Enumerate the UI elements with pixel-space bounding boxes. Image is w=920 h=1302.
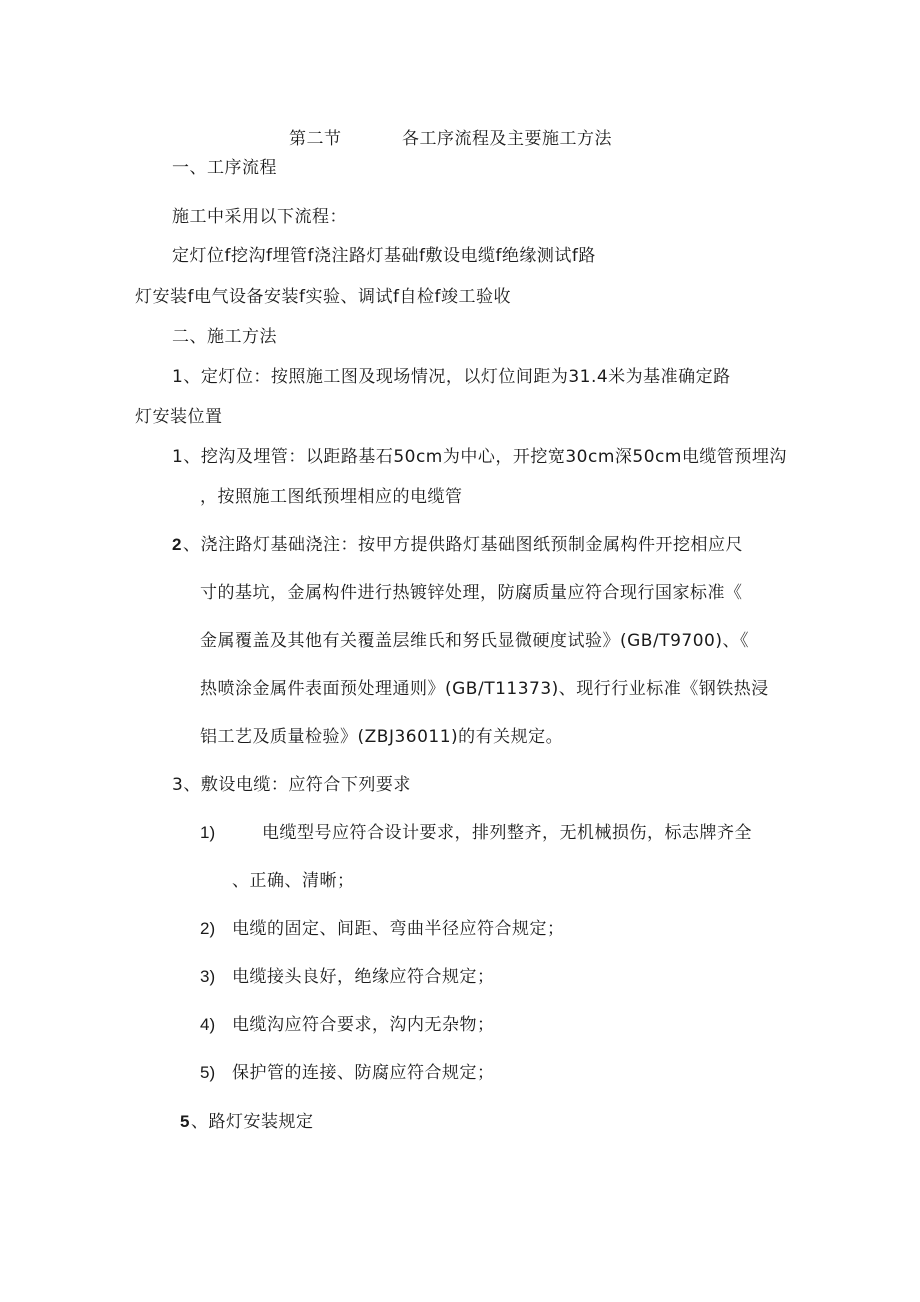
sub-2-number: 2) (200, 919, 216, 938)
item-1-line-2: 灯安装位置 (135, 407, 223, 427)
item-1-line-1: 1、定灯位：按照施工图及现场情况，以灯位间距为31.4米为基准确定路 (172, 367, 731, 387)
item-2-number: 2 (172, 535, 182, 554)
flow-intro: 施工中采用以下流程： (172, 207, 347, 227)
sub-3-number: 3) (200, 967, 216, 986)
sub-2-text: 电缆的固定、间距、弯曲半径应符合规定； (232, 919, 565, 939)
sub-5-number: 5) (200, 1063, 216, 1082)
sub-5-text: 保护管的连接、防腐应符合规定； (232, 1063, 495, 1083)
item-5-number: 5 (180, 1112, 190, 1131)
sub-1-number: 1) (200, 823, 216, 842)
section-number: 第二节 (289, 129, 342, 149)
item-2-line-3: 金属覆盖及其他有关覆盖层维氏和努氏显微硬度试验》(GB/T9700)、《 (200, 631, 749, 651)
sub-3-text: 电缆接头良好，绝缘应符合规定； (232, 967, 495, 987)
flow-line-2: 灯安装f电气设备安装f实验、调试f自检f竣工验收 (135, 287, 511, 307)
heading-construction-methods: 二、施工方法 (172, 327, 277, 347)
item-2-line-4: 热喷涂金属件表面预处理通则》(GB/T11373)、现行行业标准《钢铁热浸 (200, 679, 769, 699)
item-3-heading: 3、敷设电缆：应符合下列要求 (172, 775, 411, 795)
item-1b-line-2: ，按照施工图纸预埋相应的电缆管 (200, 487, 463, 507)
sub-4-text: 电缆沟应符合要求，沟内无杂物； (232, 1015, 495, 1035)
item-1b-line-1: 1、挖沟及埋管：以距路基石50cm为中心，开挖宽30cm深50cm电缆管预埋沟 (172, 447, 787, 467)
item-2-line-5: 铝工艺及质量检验》(ZBJ36011)的有关规定。 (200, 727, 564, 747)
item-2-line-1: 、浇注路灯基础浇注：按甲方提供路灯基础图纸预制金属构件开挖相应尺 (183, 535, 743, 555)
page-title: 各工序流程及主要施工方法 (402, 129, 612, 149)
sub-4-number: 4) (200, 1015, 216, 1034)
item-2-line-2: 寸的基坑，金属构件进行热镀锌处理，防腐质量应符合现行国家标准《 (200, 583, 743, 603)
item-5-text: 、路灯安装规定 (191, 1112, 314, 1132)
heading-process-flow: 一、工序流程 (172, 158, 277, 178)
sub-1-line-1: 电缆型号应符合设计要求，排列整齐，无机械损伤，标志牌齐全 (262, 823, 752, 843)
sub-1-line-2: 、正确、清晰； (232, 871, 355, 891)
flow-line-1: 定灯位f挖沟f埋管f浇注路灯基础f敷设电缆f绝缘测试f路 (172, 246, 596, 266)
